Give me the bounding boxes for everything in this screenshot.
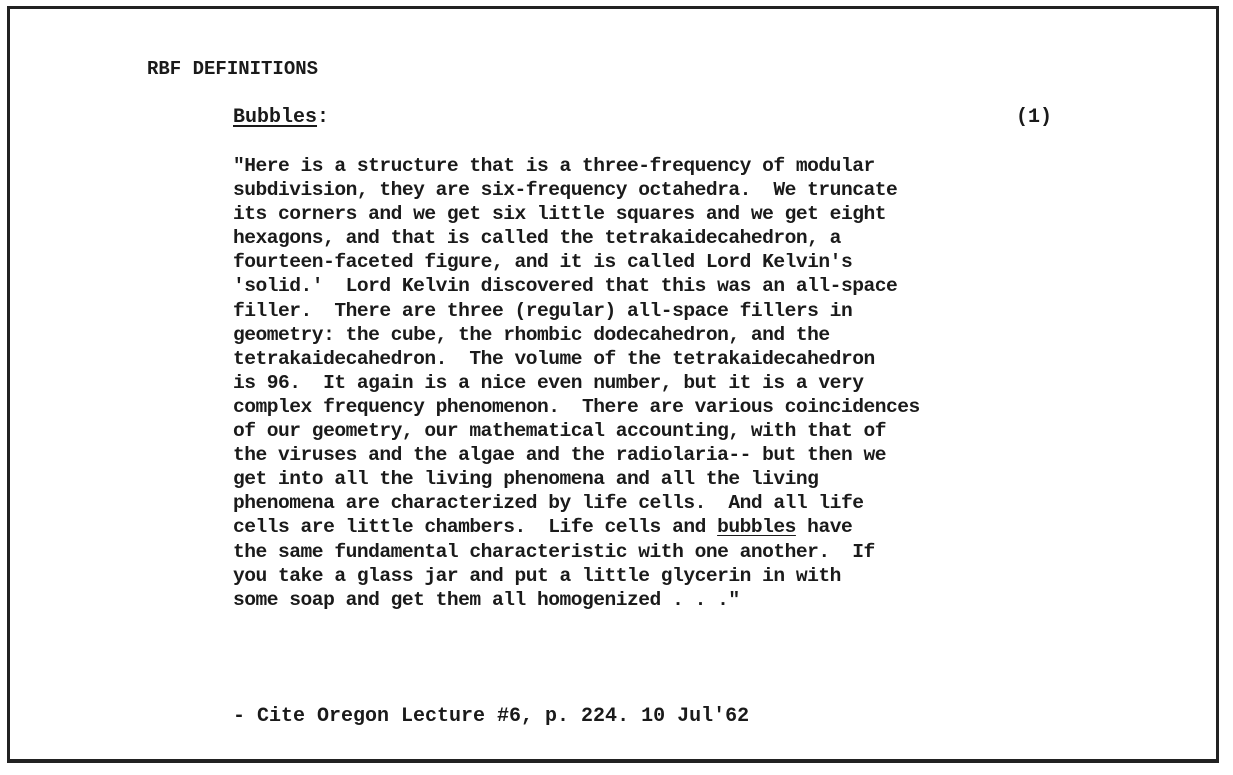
quote-line-end: have <box>795 516 853 539</box>
quote-line: filler. There are three (regular) all-space fillers in <box>233 299 853 322</box>
quote-line: fourteen-faceted figure, and it is called Lord Kelvin's <box>233 251 853 274</box>
quote-line: complex frequency phenomenon. There are various coincidences <box>233 395 920 418</box>
quote-line: 'solid.' Lord Kelvin discovered that this was an all-space <box>233 275 898 298</box>
quote-line <box>233 515 1113 539</box>
quote-line-start: cells are little chambers. Life cells and <box>233 516 718 539</box>
quote-line: you take a glass jar and put a little glycerin in with <box>233 564 841 587</box>
card-number: (1) <box>1016 106 1053 129</box>
quote-block <box>233 154 1113 612</box>
quote-line: the same fundamental characteristic with one another. If <box>233 540 875 563</box>
quote-line: phenomena are characterized by life cells. And all life <box>233 492 864 515</box>
citation: - Cite Oregon Lecture #6, p. 224. 10 Jul'62 <box>233 705 750 728</box>
quote-line: of our geometry, our mathematical accounting, with that of <box>233 420 886 443</box>
quote-line: its corners and we get six little squares and we get eight <box>233 203 886 226</box>
quote-line: some soap and get them all homogenized . . ." <box>233 588 740 611</box>
term-colon: : <box>317 106 330 129</box>
quote-line: is 96. It again is a nice even number, but it is a very <box>233 371 864 394</box>
quote-line: geometry: the cube, the rhombic dodecahedron, and the <box>233 323 830 346</box>
quote-line: get into all the living phenomena and all the living <box>233 468 819 491</box>
quote-line: tetrakaidecahedron. The volume of the tetrakaidecahedron <box>233 347 875 370</box>
quote-line: the viruses and the algae and the radiolaria-- but then we <box>233 444 886 467</box>
quote-line: hexagons, and that is called the tetrakaidecahedron, a <box>233 227 841 250</box>
document-heading: RBF DEFINITIONS <box>147 58 319 80</box>
underlined-word-bubbles: bubbles <box>717 516 796 539</box>
term-title <box>233 106 329 129</box>
quote-line: "Here is a structure that is a three-frequency of modular <box>233 155 875 177</box>
quote-line: subdivision, they are six-frequency octahedra. We truncate <box>233 179 898 202</box>
term-word: Bubbles <box>233 106 318 129</box>
